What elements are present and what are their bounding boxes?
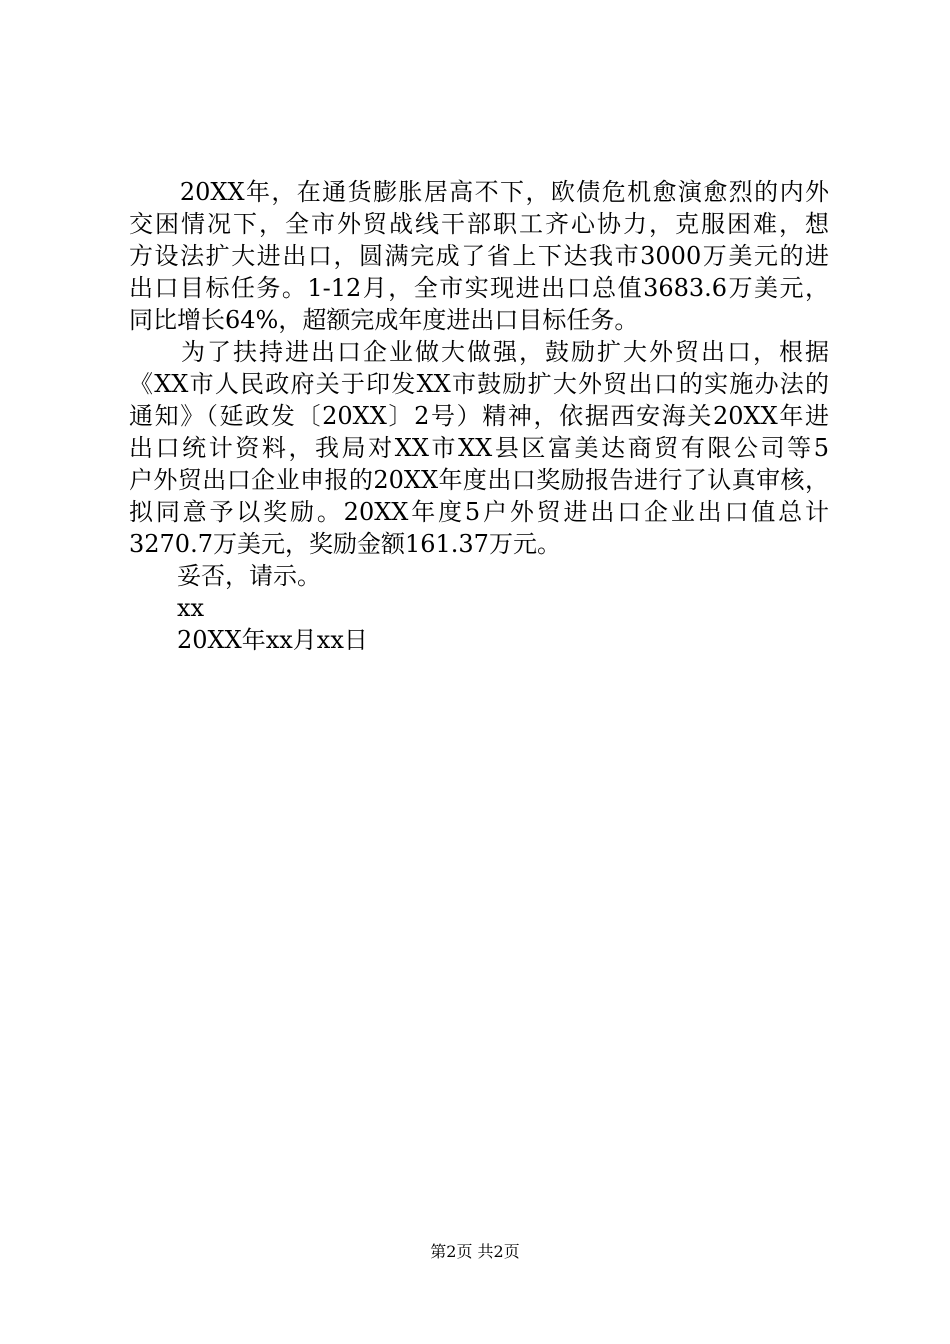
paragraph1-line-5: 同比增长64%，超额完成年度进出口目标任务。 (129, 306, 639, 334)
page-footer: 第2页 共2页 (430, 1242, 520, 1261)
paragraph1-line-4: 出口目标任务。1-12月，全市实现进出口总值3683.6万美元， (129, 274, 829, 302)
signature-line: xx (129, 594, 205, 622)
paragraph1-line-1: 20XX年，在通货膨胀居高不下，欧债危机愈演愈烈的内外 (129, 178, 829, 206)
paragraph2-line-2: 《XX市人民政府关于印发XX市鼓励扩大外贸出口的实施办法的 (129, 370, 829, 398)
paragraph2-line-3: 通知》（延政发〔20XX〕2号）精神，依据西安海关20XX年进 (129, 402, 829, 430)
paragraph2-line-4: 出口统计资料，我局对XX市XX县区富美达商贸有限公司等5 (129, 434, 829, 462)
paragraph1-line-2: 交困情况下，全市外贸战线干部职工齐心协力，克服困难，想 (129, 210, 829, 238)
closing-line: 妥否，请示。 (129, 562, 321, 590)
paragraph2-line-6: 拟同意予以奖励。20XX年度5户外贸进出口企业出口值总计 (129, 498, 829, 526)
paragraph2-line-5: 户外贸出口企业申报的20XX年度出口奖励报告进行了认真审核， (129, 466, 829, 494)
date-line: 20XX年xx月xx日 (129, 626, 368, 654)
paragraph2-line-7: 3270.7万美元，奖励金额161.37万元。 (129, 530, 561, 558)
paragraph1-line-3: 方设法扩大进出口，圆满完成了省上下达我市3000万美元的进 (129, 242, 829, 270)
paragraph2-line-1: 为了扶持进出口企业做大做强，鼓励扩大外贸出口，根据 (129, 338, 829, 366)
